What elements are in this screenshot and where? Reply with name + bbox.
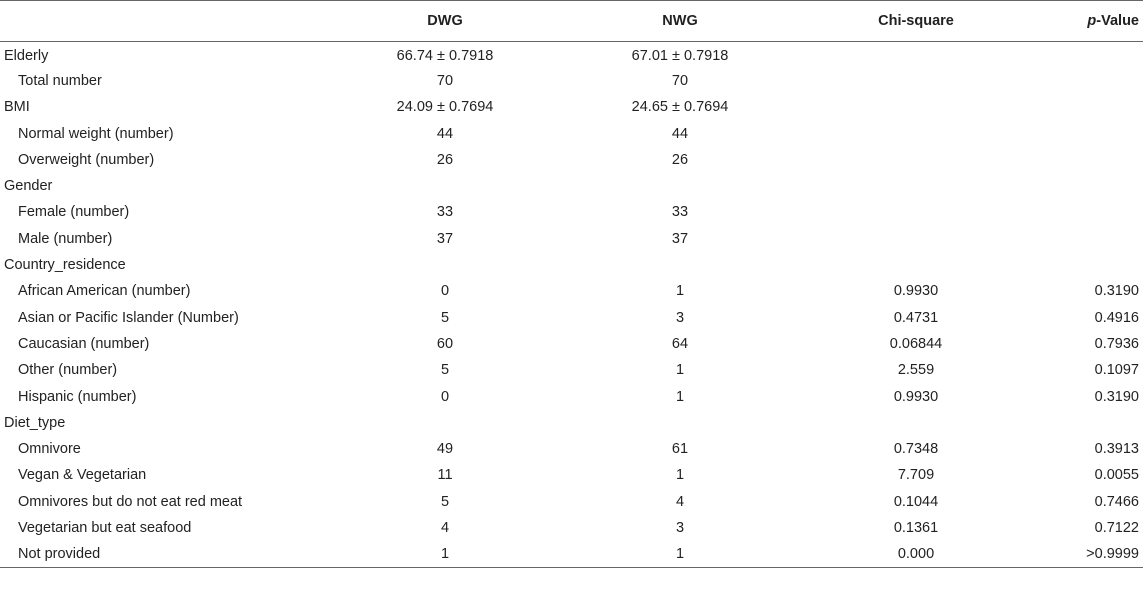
row-label: BMI bbox=[4, 99, 30, 116]
cell-dwg: 66.74 ± 0.7918 bbox=[396, 47, 494, 64]
table-header bbox=[0, 1, 1143, 42]
table-row bbox=[0, 278, 1143, 304]
cell-dwg: 11 bbox=[437, 467, 453, 484]
cell-chi-square: 0.7348 bbox=[893, 441, 939, 458]
cell-nwg bbox=[545, 252, 815, 278]
table-row bbox=[0, 515, 1143, 541]
table-row bbox=[0, 199, 1143, 225]
row-label: Gender bbox=[4, 178, 53, 195]
cell-chi-square bbox=[815, 120, 1017, 146]
table-row bbox=[0, 42, 1143, 68]
cell-chi-square: 0.9930 bbox=[893, 283, 939, 300]
cell-p-value bbox=[1017, 68, 1143, 94]
table-row bbox=[0, 252, 1143, 278]
cell-nwg: 1 bbox=[675, 388, 685, 405]
table-row bbox=[0, 173, 1143, 199]
table-row bbox=[0, 489, 1143, 515]
table-row bbox=[0, 94, 1143, 120]
cell-nwg: 26 bbox=[671, 151, 689, 168]
header-p-value-italic: p bbox=[1087, 13, 1097, 29]
cell-chi-square: 0.06844 bbox=[889, 335, 943, 352]
cell-chi-square bbox=[815, 252, 1017, 278]
cell-nwg: 1 bbox=[675, 467, 685, 484]
cell-chi-square bbox=[815, 68, 1017, 94]
row-label: Omnivore bbox=[18, 441, 81, 458]
header-label-column bbox=[0, 1, 345, 42]
cell-nwg: 61 bbox=[671, 441, 689, 458]
cell-nwg: 44 bbox=[671, 125, 689, 142]
cell-chi-square: 0.000 bbox=[815, 541, 1017, 567]
cell-chi-square bbox=[815, 199, 1017, 225]
header-p-value-rest: -Value bbox=[1096, 13, 1139, 29]
cell-p-value: >0.9999 bbox=[1017, 541, 1143, 567]
cell-dwg: 5 bbox=[440, 493, 450, 510]
header-dwg: DWG bbox=[345, 1, 545, 42]
cell-p-value bbox=[1017, 199, 1143, 225]
cell-p-value: 0.7122 bbox=[1094, 519, 1139, 536]
row-label: Female (number) bbox=[18, 204, 130, 221]
row-label: Asian or Pacific Islander (Number) bbox=[18, 309, 239, 326]
cell-nwg bbox=[545, 410, 815, 436]
cell-dwg bbox=[345, 410, 545, 436]
cell-p-value: 0.3913 bbox=[1094, 441, 1139, 458]
cell-nwg: 1 bbox=[545, 541, 815, 567]
cell-chi-square bbox=[815, 410, 1017, 436]
cell-nwg: 64 bbox=[671, 335, 689, 352]
cell-chi-square: 0.1361 bbox=[893, 519, 939, 536]
cell-nwg: 1 bbox=[675, 362, 685, 379]
cell-dwg: 24.09 ± 0.7694 bbox=[396, 99, 494, 116]
cell-nwg: 33 bbox=[671, 204, 689, 221]
cell-p-value: 0.7936 bbox=[1094, 335, 1139, 352]
table-row bbox=[0, 304, 1143, 330]
cell-p-value: 0.7466 bbox=[1094, 493, 1139, 510]
cell-p-value: 0.4916 bbox=[1094, 309, 1139, 326]
row-label: Hispanic (number) bbox=[18, 388, 137, 405]
row-label: Male (number) bbox=[18, 230, 113, 247]
cell-chi-square: 7.709 bbox=[897, 467, 935, 484]
cell-nwg: 3 bbox=[675, 309, 685, 326]
cell-dwg: 49 bbox=[436, 441, 454, 458]
row-label: Vegetarian but eat seafood bbox=[18, 519, 192, 536]
header-row bbox=[0, 1, 1143, 42]
row-label: Other (number) bbox=[18, 362, 118, 379]
cell-p-value bbox=[1017, 94, 1143, 120]
table-row bbox=[0, 68, 1143, 94]
cell-nwg: 70 bbox=[671, 72, 689, 89]
cell-p-value: 0.3190 bbox=[1094, 388, 1139, 405]
cell-dwg: 60 bbox=[436, 335, 454, 352]
cell-dwg: 5 bbox=[440, 309, 450, 326]
row-label: Not provided bbox=[0, 541, 345, 567]
cell-p-value bbox=[1017, 410, 1143, 436]
cell-p-value: 0.3190 bbox=[1094, 283, 1139, 300]
row-label: Vegan & Vegetarian bbox=[18, 467, 147, 484]
cell-p-value bbox=[1017, 226, 1143, 252]
row-label: Elderly bbox=[4, 47, 49, 64]
cell-chi-square: 0.1044 bbox=[893, 493, 939, 510]
cell-p-value bbox=[1017, 147, 1143, 173]
cell-p-value bbox=[1017, 42, 1143, 68]
cell-dwg: 37 bbox=[436, 230, 454, 247]
table-row bbox=[0, 147, 1143, 173]
header-nwg: NWG bbox=[545, 1, 815, 42]
table-row bbox=[0, 383, 1143, 409]
cell-chi-square: 0.9930 bbox=[893, 388, 939, 405]
cell-chi-square bbox=[815, 42, 1017, 68]
cell-dwg: 0 bbox=[440, 283, 450, 300]
cell-chi-square: 2.559 bbox=[897, 362, 935, 379]
cell-dwg: 4 bbox=[440, 519, 450, 536]
cell-nwg: 37 bbox=[671, 230, 689, 247]
cell-nwg: 24.65 ± 0.7694 bbox=[631, 99, 729, 116]
cell-dwg: 70 bbox=[436, 72, 454, 89]
table-row bbox=[0, 357, 1143, 383]
row-label: Country_residence bbox=[4, 257, 126, 274]
cell-p-value: 0.1097 bbox=[1094, 362, 1139, 379]
cell-dwg: 26 bbox=[436, 151, 454, 168]
cell-p-value bbox=[1017, 120, 1143, 146]
cell-nwg: 1 bbox=[675, 283, 685, 300]
table-row bbox=[0, 462, 1143, 488]
row-label: Total number bbox=[18, 72, 102, 89]
table-row bbox=[0, 541, 1143, 567]
cell-chi-square bbox=[815, 173, 1017, 199]
cell-p-value bbox=[1017, 252, 1143, 278]
cell-p-value: 0.0055 bbox=[1094, 467, 1139, 484]
cell-dwg: 44 bbox=[436, 125, 454, 142]
cell-dwg: 0 bbox=[440, 388, 450, 405]
cell-chi-square bbox=[815, 226, 1017, 252]
table-row bbox=[0, 331, 1143, 357]
header-p-value bbox=[1017, 1, 1143, 42]
table-row bbox=[0, 436, 1143, 462]
row-label: Caucasian (number) bbox=[18, 335, 150, 352]
row-label: Normal weight (number) bbox=[18, 125, 174, 142]
table-body bbox=[0, 42, 1143, 568]
row-label: Omnivores but do not eat red meat bbox=[18, 493, 243, 510]
cell-chi-square bbox=[815, 147, 1017, 173]
cell-nwg: 4 bbox=[675, 493, 685, 510]
cell-dwg: 5 bbox=[440, 362, 450, 379]
row-label: Diet_type bbox=[4, 414, 66, 431]
cell-dwg bbox=[345, 173, 545, 199]
table-row bbox=[0, 226, 1143, 252]
cell-p-value bbox=[1017, 173, 1143, 199]
table-row bbox=[0, 120, 1143, 146]
row-label: Overweight (number) bbox=[18, 151, 155, 168]
row-label: African American (number) bbox=[18, 283, 191, 300]
table-row bbox=[0, 410, 1143, 436]
header-chi-square: Chi-square bbox=[815, 1, 1017, 42]
cell-nwg: 3 bbox=[675, 519, 685, 536]
cell-chi-square: 0.4731 bbox=[893, 309, 939, 326]
cell-dwg bbox=[345, 252, 545, 278]
cell-dwg: 1 bbox=[345, 541, 545, 567]
cell-chi-square bbox=[815, 94, 1017, 120]
cell-dwg: 33 bbox=[436, 204, 454, 221]
cell-nwg: 67.01 ± 0.7918 bbox=[631, 47, 729, 64]
cell-nwg bbox=[545, 173, 815, 199]
